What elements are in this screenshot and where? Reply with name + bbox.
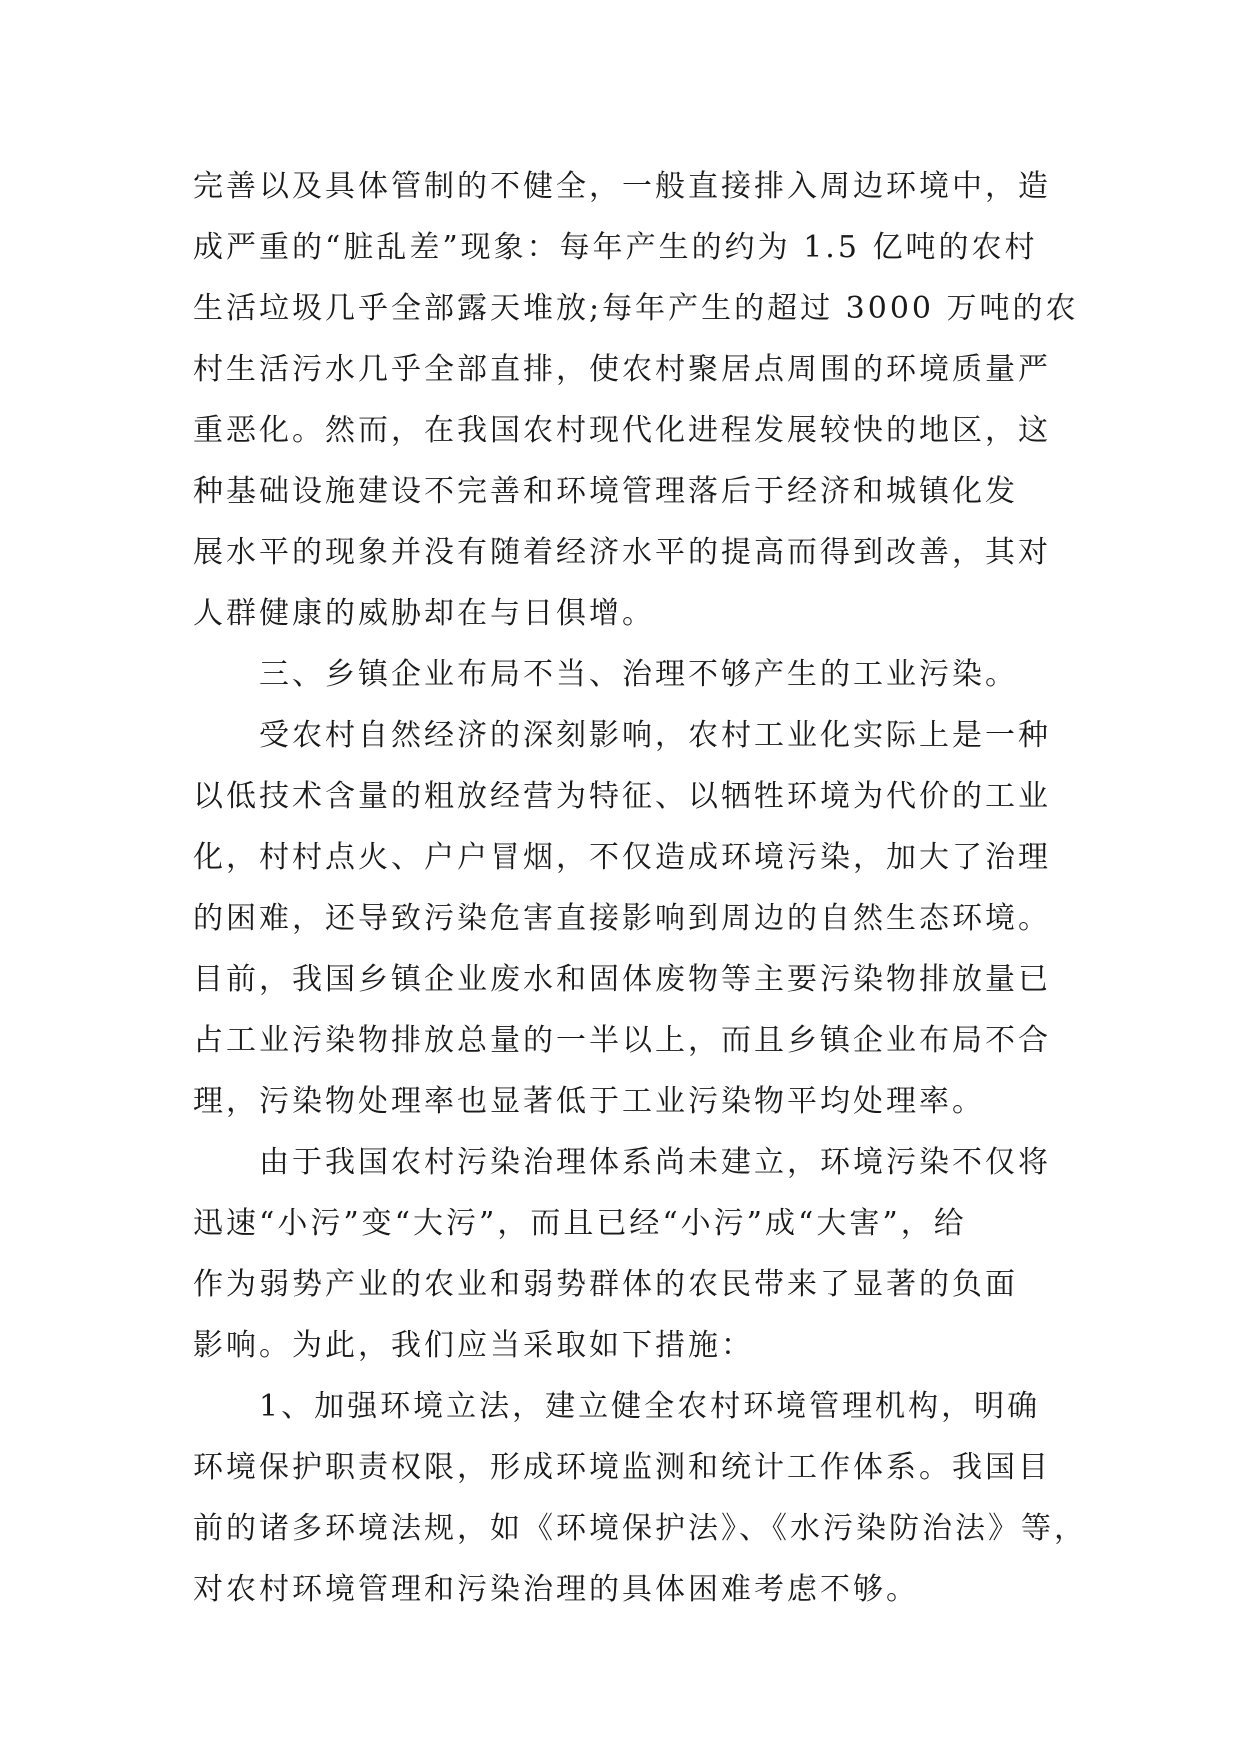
text-line: 理，污染物处理率也显著低于工业污染物平均处理率。	[193, 1084, 985, 1119]
text-line: 成严重的“脏乱差”现象：每年产生的约为 1.5 亿吨的农村	[193, 230, 1038, 265]
text-line: 完善以及具体管制的不健全，一般直接排入周边环境中，造	[193, 169, 1051, 204]
text-line: 展水平的现象并没有随着经济水平的提高而得到改善，其对	[193, 535, 1051, 570]
text-line: 的困难，还导致污染危害直接影响到周边的自然生态环境。	[193, 901, 1051, 936]
text-line: 前的诸多环境法规，如《环境保护法》、《水污染防治法》等，	[193, 1511, 1087, 1546]
text-line: 重恶化。然而，在我国农村现代化进程发展较快的地区，这	[193, 413, 1051, 448]
text-line: 1、加强环境立法，建立健全农村环境管理机构，明确	[193, 1389, 1041, 1424]
text-line: 目前，我国乡镇企业废水和固体废物等主要污染物排放量已	[193, 962, 1051, 997]
text-line: 生活垃圾几乎全部露天堆放;每年产生的超过 3000 万吨的农	[193, 291, 1079, 326]
text-line: 种基础设施建设不完善和环境管理落后于经济和城镇化发	[193, 474, 1018, 509]
text-line: 作为弱势产业的农业和弱势群体的农民带来了显著的负面	[193, 1267, 1018, 1302]
text-line: 迅速“小污”变“大污”，而且已经“小污”成“大害”，给	[193, 1206, 967, 1241]
section-heading: 三、乡镇企业布局不当、治理不够产生的工业污染。	[193, 657, 1018, 692]
text-line: 对农村环境管理和污染治理的具体困难考虑不够。	[193, 1572, 919, 1607]
text-line: 受农村自然经济的深刻影响，农村工业化实际上是一种	[193, 718, 1051, 753]
text-line: 占工业污染物排放总量的一半以上，而且乡镇企业布局不合	[193, 1023, 1051, 1058]
text-line: 化，村村点火、户户冒烟，不仅造成环境污染，加大了治理	[193, 840, 1051, 875]
text-line: 环境保护职责权限，形成环境监测和统计工作体系。我国目	[193, 1450, 1051, 1485]
text-line: 影响。为此，我们应当采取如下措施：	[193, 1328, 754, 1363]
text-line: 由于我国农村污染治理体系尚未建立，环境污染不仅将	[193, 1145, 1051, 1180]
text-line: 以低技术含量的粗放经营为特征、以牺牲环境为代价的工业	[193, 779, 1051, 814]
text-line: 村生活污水几乎全部直排，使农村聚居点周围的环境质量严	[193, 352, 1051, 387]
text-line: 人群健康的威胁却在与日俱增。	[193, 596, 655, 631]
body-text	[193, 156, 1087, 1620]
